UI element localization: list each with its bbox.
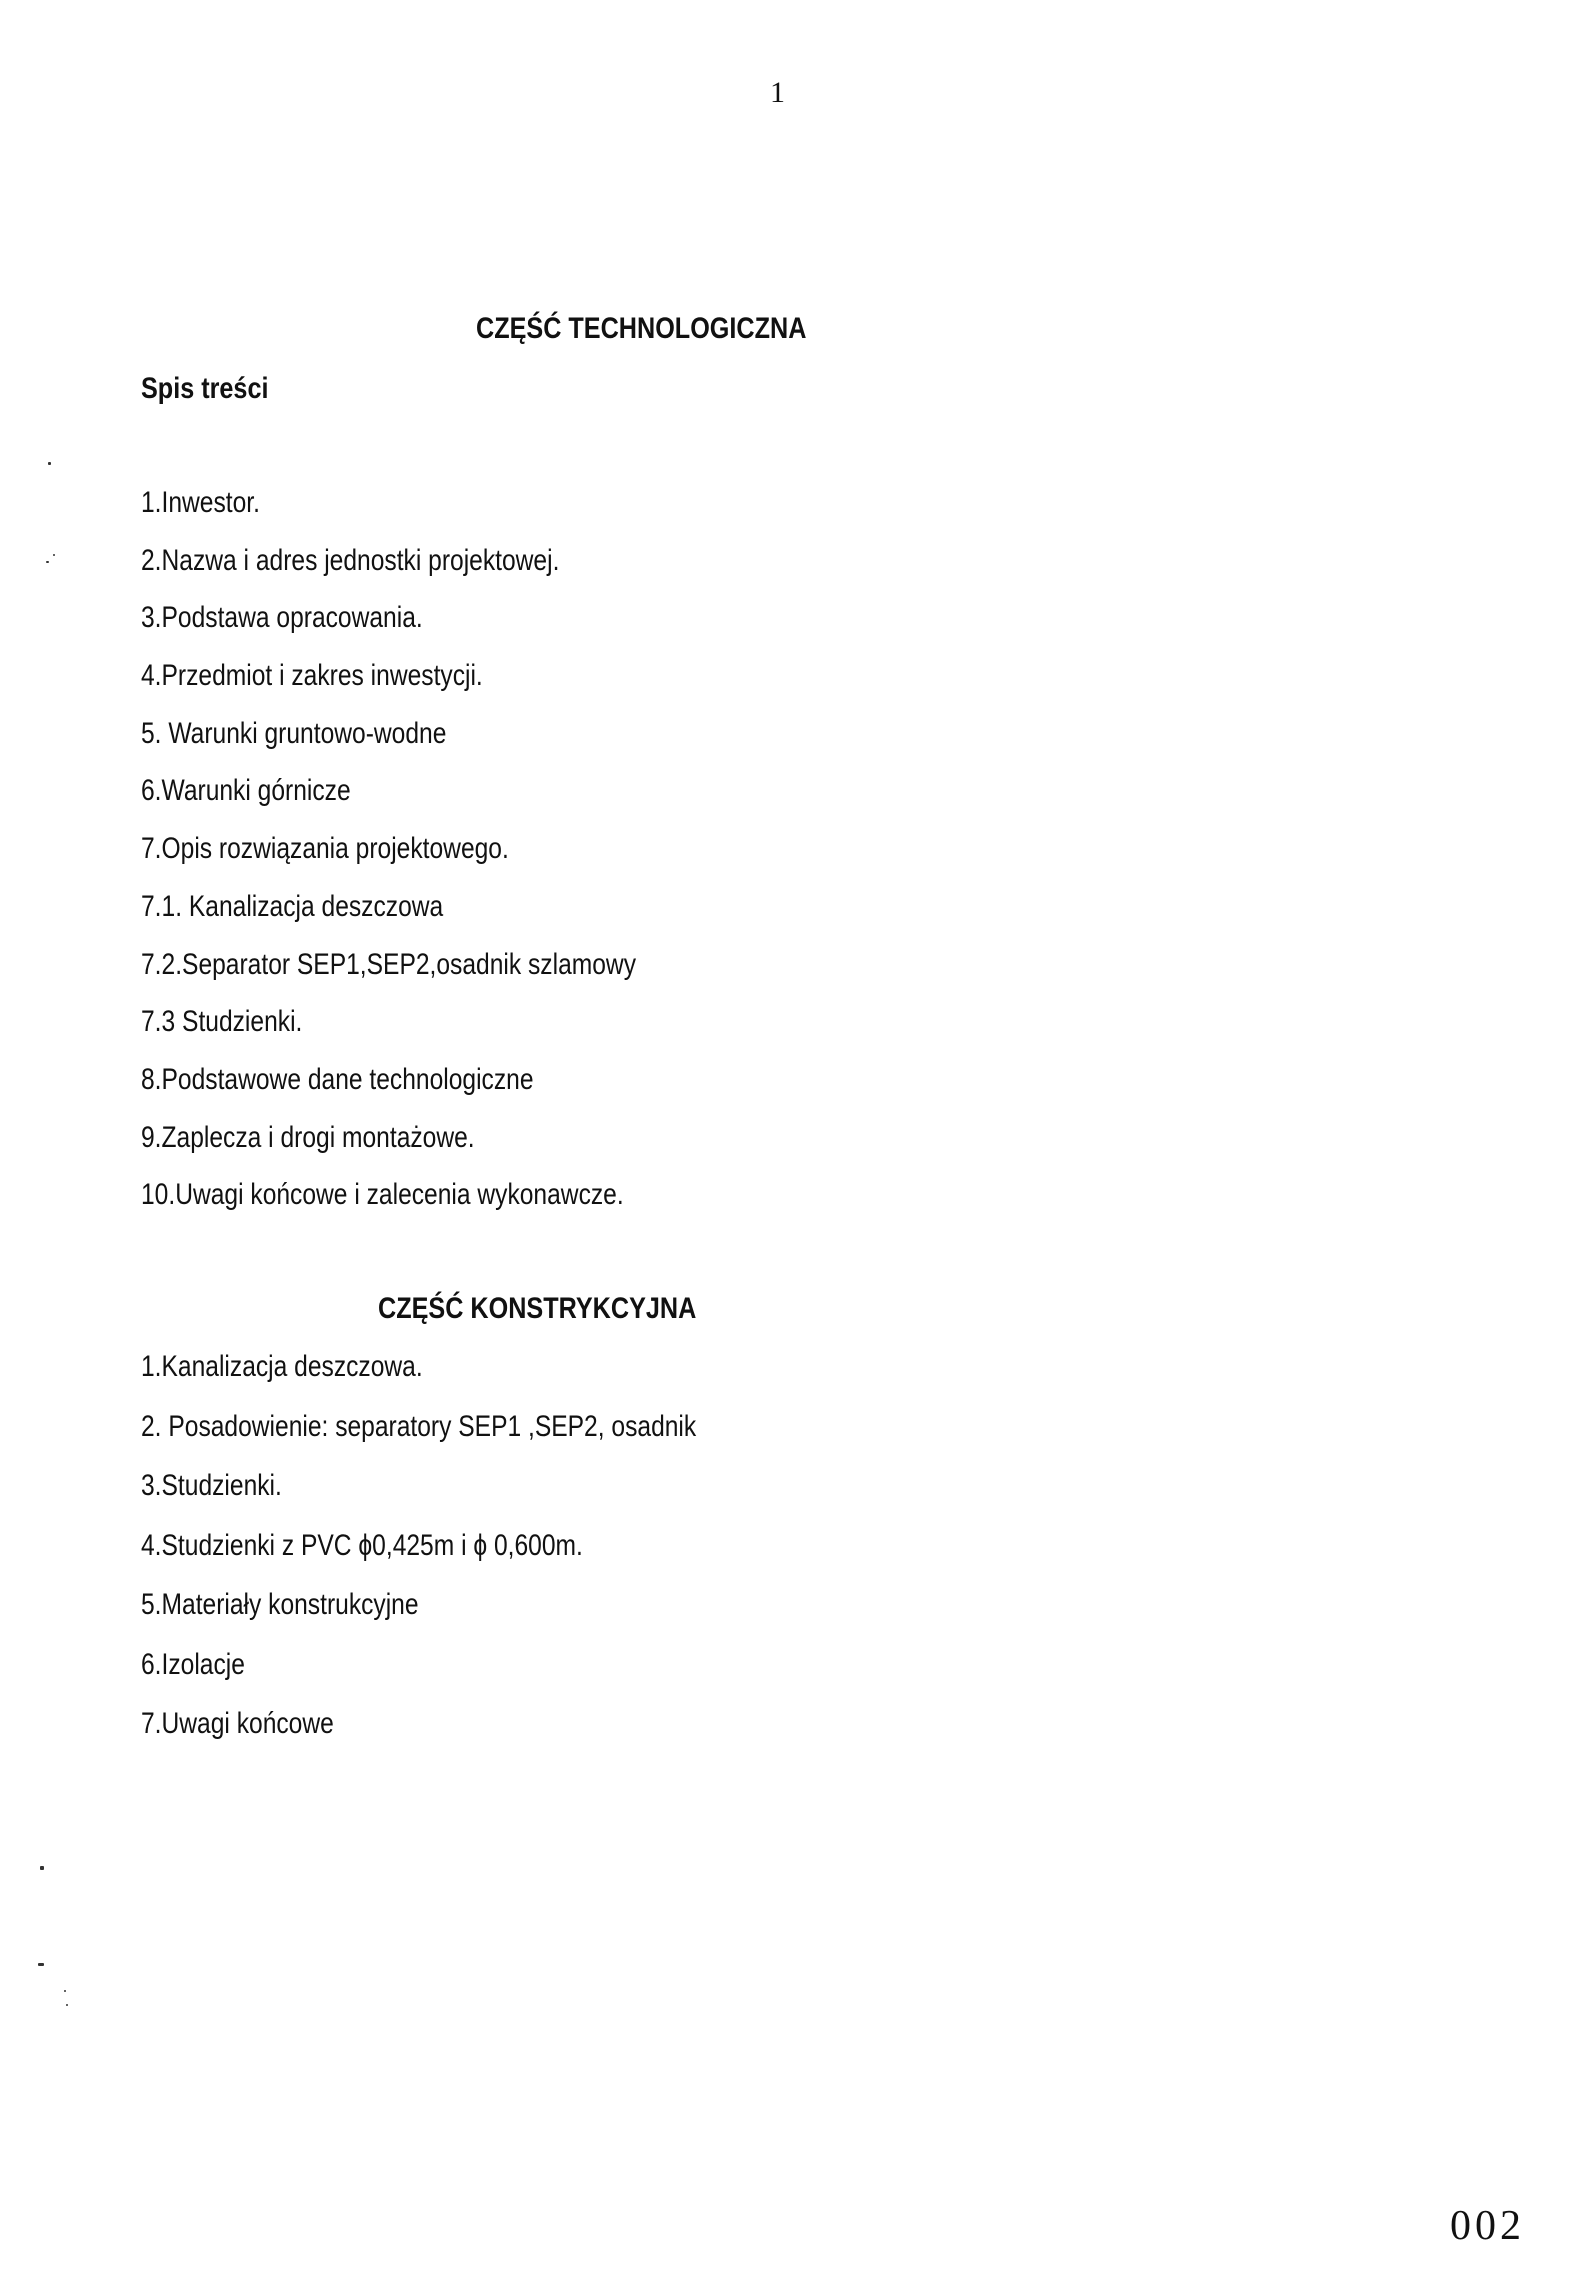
toc-item: 2.Nazwa i adres jednostki projektowej. — [141, 543, 560, 577]
toc-item: 2. Posadowienie: separatory SEP1 ,SEP2, osadnik — [141, 1409, 697, 1443]
scan-speck — [40, 1866, 44, 1870]
toc-item: 4.Studzienki z PVC ϕ0,425m i ϕ 0,600m. — [141, 1528, 583, 1562]
section-title-construction: CZĘŚĆ KONSTRYKCYJNA — [378, 1292, 697, 1325]
toc-item: 4.Przedmiot i zakres inwestycji. — [141, 659, 483, 693]
toc-item: 3.Podstawa opracowania. — [141, 601, 423, 635]
toc-item: 6.Warunki górnicze — [141, 774, 351, 808]
toc-item: 6.Izolacje — [141, 1647, 245, 1681]
scan-speck — [66, 2004, 68, 2006]
page-stamp: 002 — [1450, 2203, 1525, 2249]
scan-speck — [46, 561, 49, 563]
section-title-technological: CZĘŚĆ TECHNOLOGICZNA — [476, 312, 807, 345]
toc-item: 8.Podstawowe dane technologiczne — [141, 1062, 534, 1096]
toc-item: 5. Warunki gruntowo-wodne — [141, 716, 447, 750]
toc-item: 7.2.Separator SEP1,SEP2,osadnik szlamowy — [141, 947, 636, 981]
toc-construction-list — [141, 1352, 818, 1769]
toc-item: 5.Materiały konstrukcyjne — [141, 1588, 419, 1621]
scan-speck — [64, 1990, 66, 1992]
toc-item: 7.Opis rozwiązania projektowego. — [141, 832, 509, 866]
toc-item: 7.3 Studzienki. — [141, 1005, 303, 1039]
toc-item: 1.Inwestor. — [141, 486, 260, 519]
toc-item: 3.Studzienki. — [141, 1469, 282, 1502]
toc-item: 7.1. Kanalizacja deszczowa — [141, 889, 444, 923]
scan-speck — [38, 1963, 44, 1966]
scan-speck — [48, 462, 51, 465]
toc-technological-list — [141, 488, 745, 1238]
toc-item: 1.Kanalizacja deszczowa. — [141, 1350, 423, 1383]
scan-speck — [53, 554, 55, 556]
toc-item: 9.Zaplecza i drogi montażowe. — [141, 1120, 475, 1154]
toc-heading: Spis treści — [141, 372, 269, 405]
toc-item: 7.Uwagi końcowe — [141, 1707, 334, 1740]
toc-item: 10.Uwagi końcowe i zalecenia wykonawcze. — [141, 1178, 624, 1212]
page-number: 1 — [770, 76, 785, 109]
